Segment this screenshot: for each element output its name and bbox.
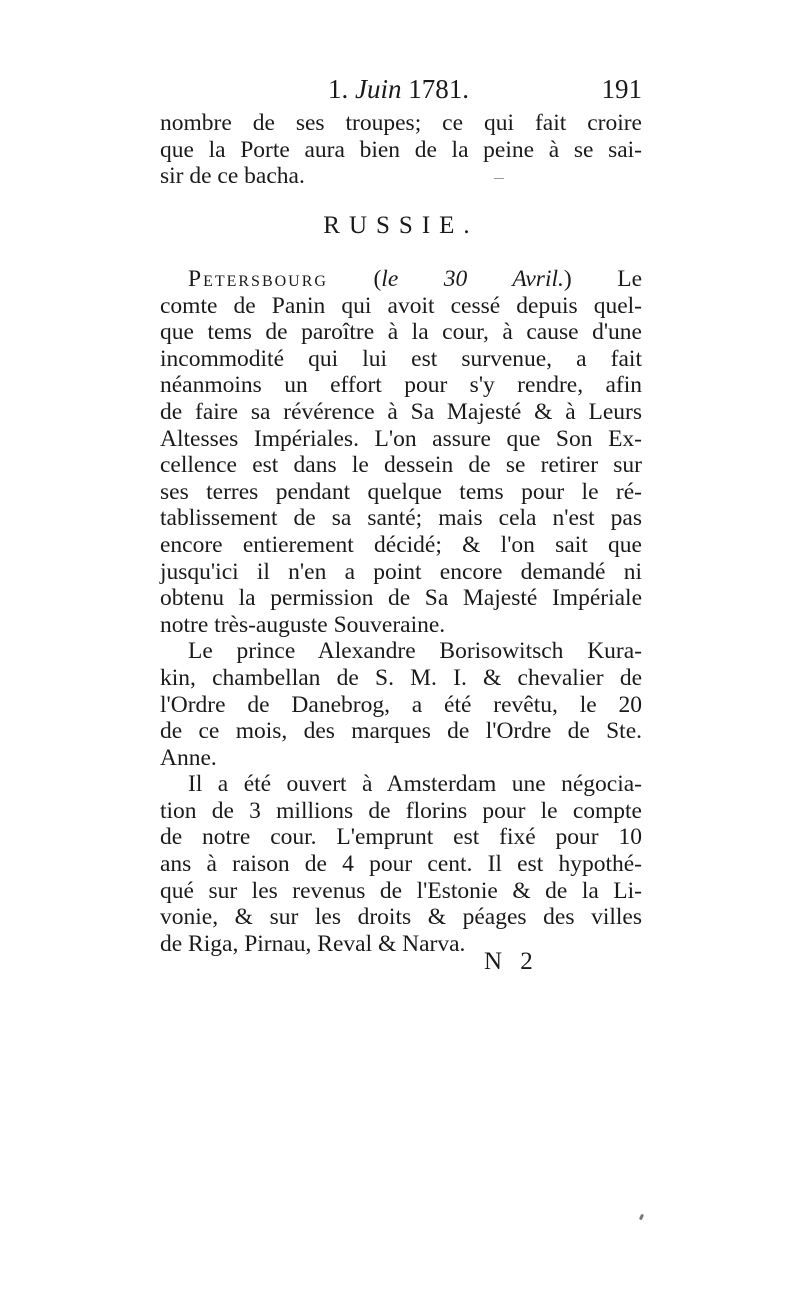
text-line: notre très-auguste Souveraine. [160,611,446,638]
dateline-date: le 30 Avril. [381,266,564,292]
text-line: vonie, & sur les droits & péages des villes [160,904,642,931]
text-line: qué sur les revenus de l'Estonie & de la Li- [160,877,642,904]
article-body [160,266,642,957]
printing-mark [494,178,504,179]
text-line: néanmoins un effort pour s'y rendre, afin [160,372,642,399]
text-line: de ce mois, des marques de l'Ordre de Ste. [160,718,642,745]
dateline-open: ( [373,266,382,292]
text-line: encore entierement décidé; & l'on sait que [160,531,642,558]
text-line: ses terres pendant quelque tems pour le ré- [160,478,642,505]
text-line: nombre de ses troupes; ce qui fait croire [160,110,642,136]
ink-speck [639,1214,644,1221]
text-line: incommodité qui lui est survenue, a fait [160,345,642,372]
text-line: Anne. [160,744,217,771]
text-line: jusqu'ici il n'en a point encore demandé ni [160,558,642,585]
running-header [160,74,642,110]
text-line: Altesses Impériales. L'on assure que Son Ex- [160,425,642,452]
dateline-city: Petersbourg [188,266,328,292]
text-line: Il a été ouvert à Amsterdam une négocia- [188,771,642,798]
dateline-close: ) [563,266,572,292]
text-line: tion de 3 millions de florins pour le compte [160,797,642,824]
text-line: tablissement de sa santé; mais cela n'est pas [160,505,642,532]
signature-mark: N 2 [484,948,539,975]
header-date-day: 1. [328,74,349,104]
page-number: 191 [601,74,642,104]
text-line: comte de Panin qui avoit cessé depuis quel- [160,292,642,319]
text-line: sir de ce bacha. [160,163,305,190]
text-line: ans à raison de 4 pour cent. Il est hypothé- [160,851,642,878]
dateline-line [160,266,642,293]
text-line: de Riga, Pirnau, Reval & Narva. [160,930,466,957]
text-line: cellence est dans le dessein de se retirer sur [160,452,642,479]
text-line: l'Ordre de Danebrog, a été revêtu, le 20 [160,691,642,718]
text-line: Le prince Alexandre Borisowitsch Kura- [188,638,642,665]
header-date [328,74,469,105]
section-title: RUSSIE. [323,212,479,239]
continued-paragraph [160,110,642,190]
header-date-year: 1781. [408,74,469,104]
text-line: obtenu la permission de Sa Majesté Impériale [160,585,642,612]
text-line: de faire sa révérence à Sa Majesté & à Leurs [160,398,642,425]
text-line: que la Porte aura bien de la peine à se sai- [160,136,642,163]
text-line: que tems de paroître à la cour, à cause d'une [160,319,642,346]
header-date-month: Juin [355,74,402,104]
paragraph-first-word: Le [617,266,643,292]
text-line: kin, chambellan de S. M. I. & chevalier de [160,664,642,691]
text-line: de notre cour. L'emprunt est fixé pour 10 [160,824,642,851]
